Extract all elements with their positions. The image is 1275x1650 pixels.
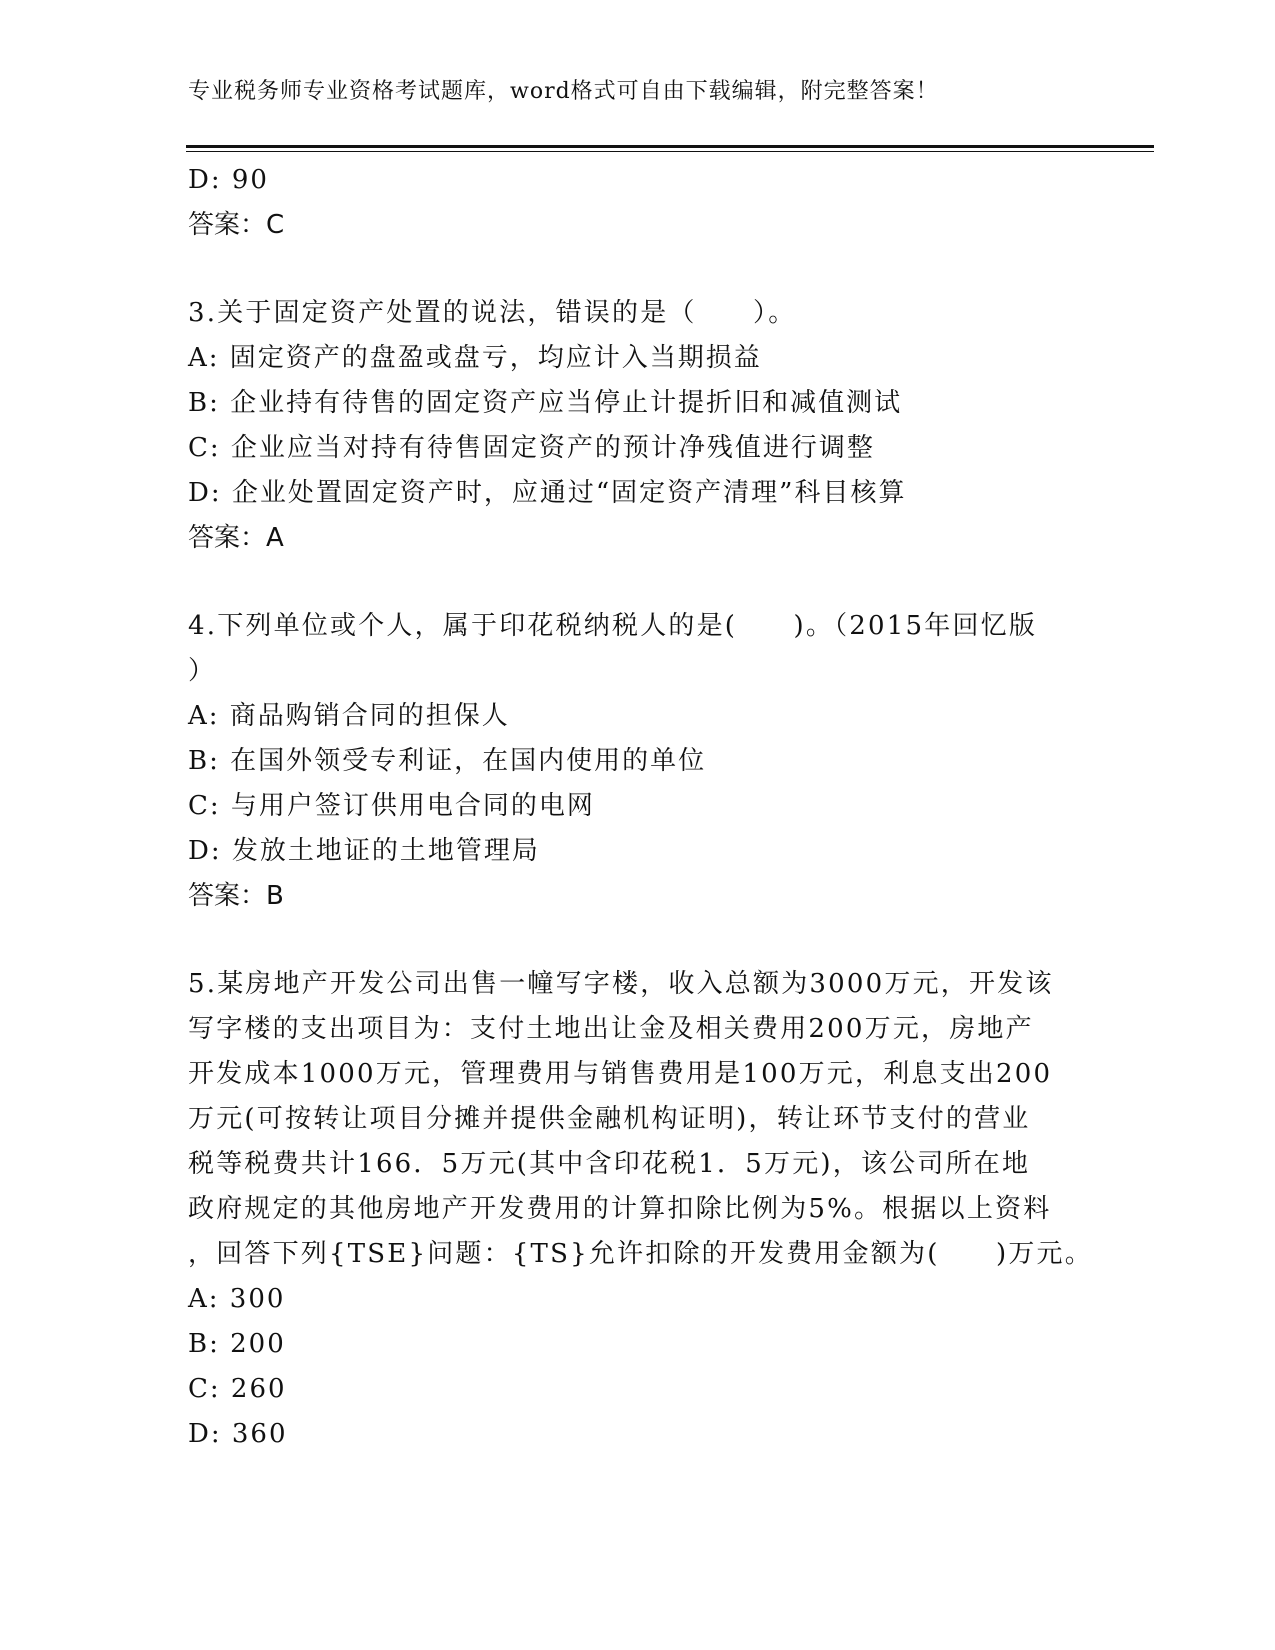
question-stem-cont: 税等税费共计166．5万元(其中含印花税1．5万元)，该公司所在地 xyxy=(188,1149,1031,1179)
header-rule-thick xyxy=(186,145,1154,148)
question-stem-cont: 万元(可按转让项目分摊并提供金融机构证明)，转让环节支付的营业 xyxy=(188,1104,1031,1134)
page-header: 专业税务师专业资格考试题库，word格式可自由下载编辑，附完整答案！ xyxy=(188,79,939,104)
prev-option-d: D: 90 xyxy=(188,165,269,195)
question-stem-cont: 写字楼的支出项目为：支付土地出让金及相关费用200万元，房地产 xyxy=(188,1014,1034,1044)
question-3 xyxy=(188,291,1088,561)
question-stem-cont: 开发成本1000万元，管理费用与销售费用是100万元，利息支出200 xyxy=(188,1059,1053,1089)
option-c: C: 与用户签订供用电合同的电网 xyxy=(188,791,595,821)
option-c: C: 260 xyxy=(188,1374,287,1404)
option-a: A: 固定资产的盘盈或盘亏，均应计入当期损益 xyxy=(188,343,762,373)
question-stem: 4.下列单位或个人，属于印花税纳税人的是( )。（2015年回忆版 xyxy=(188,611,1038,641)
answer: 答案：B xyxy=(188,881,284,911)
header-rule-thin xyxy=(186,151,1154,152)
option-d: D: 360 xyxy=(188,1419,288,1449)
option-b: B: 在国外领受专利证，在国内使用的单位 xyxy=(188,746,707,776)
document-body xyxy=(188,158,1093,1457)
question-5 xyxy=(188,962,1093,1457)
question-stem: 3.关于固定资产处置的说法，错误的是（ ）。 xyxy=(188,298,797,328)
option-d: D: 企业处置固定资产时，应通过“固定资产清理”科目核算 xyxy=(188,478,907,508)
option-c: C: 企业应当对持有待售固定资产的预计净残值进行调整 xyxy=(188,433,875,463)
question-stem-cont: ，回答下列{TSE}问题：{TS}允许扣除的开发费用金额为( )万元。 xyxy=(188,1239,1093,1269)
question-stem-cont: 政府规定的其他房地产开发费用的计算扣除比例为5%。根据以上资料 xyxy=(188,1194,1052,1224)
question-stem: 5.某房地产开发公司出售一幢写字楼，收入总额为3000万元，开发该 xyxy=(188,969,1054,999)
question-stem-cont: ） xyxy=(188,656,217,686)
question-4 xyxy=(188,604,1088,919)
option-b: B: 企业持有待售的固定资产应当停止计提折旧和减值测试 xyxy=(188,388,903,418)
answer: 答案：A xyxy=(188,523,284,553)
option-d: D: 发放土地证的土地管理局 xyxy=(188,836,540,866)
option-a: A: 300 xyxy=(188,1284,286,1314)
option-a: A: 商品购销合同的担保人 xyxy=(188,701,510,731)
option-b: B: 200 xyxy=(188,1329,286,1359)
prev-answer: 答案：C xyxy=(188,210,285,240)
